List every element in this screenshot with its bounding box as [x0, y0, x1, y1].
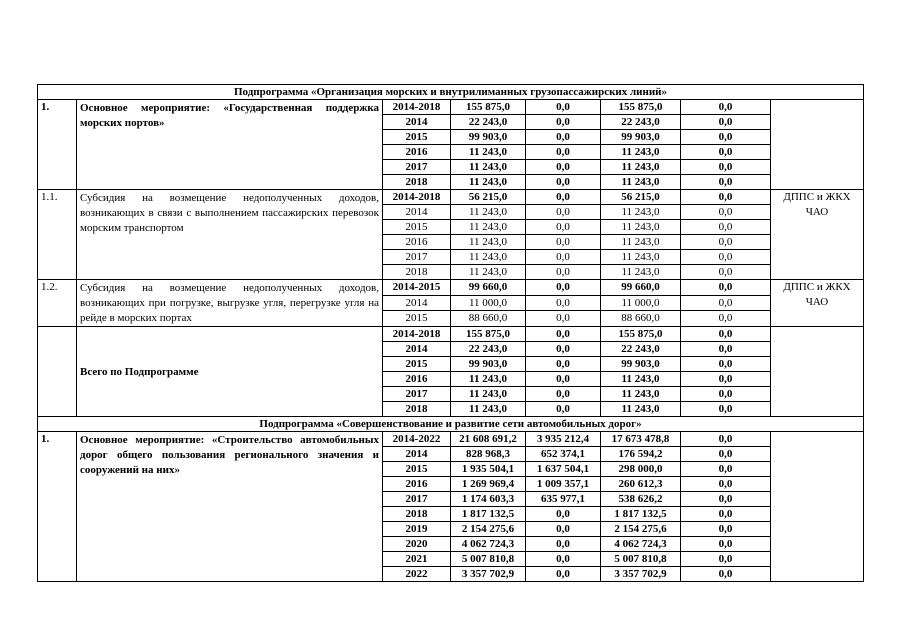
- amount-cell: 22 243,0: [601, 115, 681, 130]
- amount-cell: 1 269 969,4: [451, 477, 526, 492]
- amount-cell: 0,0: [526, 280, 601, 296]
- amount-cell: 155 875,0: [601, 327, 681, 342]
- amount-cell: 538 626,2: [601, 492, 681, 507]
- amount-cell: 22 243,0: [451, 342, 526, 357]
- amount-cell: 11 243,0: [601, 145, 681, 160]
- amount-cell: 0,0: [526, 537, 601, 552]
- subprogram-title: Подпрограмма «Организация морских и внутрилиманных грузопассажирских линий»: [38, 85, 864, 100]
- table-row: [38, 280, 864, 296]
- amount-cell: 0,0: [526, 402, 601, 417]
- amount-cell: 0,0: [681, 130, 771, 145]
- amount-cell: 1 817 132,5: [601, 507, 681, 522]
- amount-cell: 1 817 132,5: [451, 507, 526, 522]
- period-cell: 2014: [383, 295, 451, 311]
- amount-cell: 22 243,0: [601, 342, 681, 357]
- item-number: 1.: [38, 100, 77, 190]
- amount-cell: 0,0: [681, 327, 771, 342]
- period-cell: 2014-2018: [383, 100, 451, 115]
- amount-cell: 3 935 212,4: [526, 432, 601, 447]
- period-cell: 2017: [383, 492, 451, 507]
- item-name: Основное мероприятие: «Государственная поддержка морских портов»: [77, 100, 383, 190]
- executor-cell: ДППС и ЖКХ ЧАО: [771, 190, 864, 280]
- amount-cell: 0,0: [681, 265, 771, 280]
- amount-cell: 0,0: [526, 567, 601, 582]
- amount-cell: 0,0: [526, 160, 601, 175]
- amount-cell: 17 673 478,8: [601, 432, 681, 447]
- period-cell: 2018: [383, 175, 451, 190]
- amount-cell: 0,0: [681, 357, 771, 372]
- amount-cell: 11 243,0: [451, 160, 526, 175]
- amount-cell: 0,0: [526, 175, 601, 190]
- period-cell: 2018: [383, 507, 451, 522]
- amount-cell: 11 243,0: [601, 265, 681, 280]
- amount-cell: 0,0: [681, 447, 771, 462]
- amount-cell: 0,0: [681, 432, 771, 447]
- amount-cell: 88 660,0: [451, 311, 526, 327]
- period-cell: 2016: [383, 235, 451, 250]
- amount-cell: 11 243,0: [601, 250, 681, 265]
- amount-cell: 155 875,0: [451, 327, 526, 342]
- amount-cell: 155 875,0: [451, 100, 526, 115]
- item-number: 1.2.: [38, 280, 77, 327]
- amount-cell: 11 243,0: [451, 145, 526, 160]
- amount-cell: 0,0: [526, 357, 601, 372]
- period-cell: 2017: [383, 250, 451, 265]
- amount-cell: 99 903,0: [451, 357, 526, 372]
- amount-cell: 4 062 724,3: [601, 537, 681, 552]
- amount-cell: 0,0: [681, 235, 771, 250]
- period-cell: 2021: [383, 552, 451, 567]
- amount-cell: 11 243,0: [451, 387, 526, 402]
- amount-cell: 11 000,0: [451, 295, 526, 311]
- amount-cell: 4 062 724,3: [451, 537, 526, 552]
- amount-cell: 0,0: [681, 537, 771, 552]
- item-name: Основное мероприятие: «Строительство автомобильных дорог общего пользования регионального значения и сооружений на них»: [77, 432, 383, 582]
- period-cell: 2018: [383, 402, 451, 417]
- amount-cell: 11 243,0: [601, 205, 681, 220]
- period-cell: 2019: [383, 522, 451, 537]
- period-cell: 2020: [383, 537, 451, 552]
- amount-cell: 21 608 691,2: [451, 432, 526, 447]
- amount-cell: 11 243,0: [451, 220, 526, 235]
- executor-cell: [771, 432, 864, 582]
- amount-cell: 11 243,0: [601, 160, 681, 175]
- amount-cell: 0,0: [526, 522, 601, 537]
- amount-cell: 0,0: [526, 220, 601, 235]
- amount-cell: 11 243,0: [601, 372, 681, 387]
- period-cell: 2016: [383, 372, 451, 387]
- section-header-row: [38, 417, 864, 432]
- period-cell: 2015: [383, 130, 451, 145]
- executor-cell: ДППС и ЖКХ ЧАО: [771, 280, 864, 327]
- amount-cell: 0,0: [681, 115, 771, 130]
- amount-cell: 22 243,0: [451, 115, 526, 130]
- amount-cell: 11 243,0: [451, 235, 526, 250]
- amount-cell: 0,0: [681, 492, 771, 507]
- amount-cell: 0,0: [681, 552, 771, 567]
- amount-cell: 0,0: [681, 522, 771, 537]
- amount-cell: 0,0: [681, 190, 771, 205]
- period-cell: 2014: [383, 115, 451, 130]
- amount-cell: 11 243,0: [451, 372, 526, 387]
- amount-cell: 99 903,0: [601, 130, 681, 145]
- amount-cell: 0,0: [681, 342, 771, 357]
- period-cell: 2014: [383, 205, 451, 220]
- amount-cell: 0,0: [681, 100, 771, 115]
- amount-cell: 635 977,1: [526, 492, 601, 507]
- amount-cell: 0,0: [681, 477, 771, 492]
- amount-cell: 0,0: [526, 295, 601, 311]
- period-cell: 2014-2018: [383, 190, 451, 205]
- executor-cell: [771, 327, 864, 417]
- period-cell: 2014: [383, 447, 451, 462]
- amount-cell: 11 243,0: [601, 175, 681, 190]
- amount-cell: 2 154 275,6: [601, 522, 681, 537]
- amount-cell: 56 215,0: [601, 190, 681, 205]
- period-cell: 2017: [383, 160, 451, 175]
- amount-cell: 99 660,0: [601, 280, 681, 296]
- section-header-row: [38, 85, 864, 100]
- amount-cell: 0,0: [681, 205, 771, 220]
- period-cell: 2014-2022: [383, 432, 451, 447]
- item-name: Субсидия на возмещение недополученных доходов, возникающих при погрузке, выгрузке угля, перегрузке угля на рейде в морских портах: [77, 280, 383, 327]
- amount-cell: 99 660,0: [451, 280, 526, 296]
- amount-cell: 0,0: [526, 265, 601, 280]
- amount-cell: 11 243,0: [451, 250, 526, 265]
- amount-cell: 0,0: [681, 507, 771, 522]
- amount-cell: 3 357 702,9: [451, 567, 526, 582]
- amount-cell: 0,0: [681, 402, 771, 417]
- item-number: 1.: [38, 432, 77, 582]
- budget-table: [37, 84, 864, 582]
- amount-cell: 828 968,3: [451, 447, 526, 462]
- table-row: [38, 100, 864, 115]
- item-name: Всего по Подпрограмме: [77, 327, 383, 417]
- item-number: 1.1.: [38, 190, 77, 280]
- executor-cell: [771, 100, 864, 190]
- amount-cell: 99 903,0: [451, 130, 526, 145]
- amount-cell: 11 243,0: [601, 387, 681, 402]
- amount-cell: 155 875,0: [601, 100, 681, 115]
- amount-cell: 11 243,0: [451, 175, 526, 190]
- amount-cell: 0,0: [681, 387, 771, 402]
- amount-cell: 0,0: [526, 190, 601, 205]
- amount-cell: 0,0: [681, 567, 771, 582]
- amount-cell: 56 215,0: [451, 190, 526, 205]
- amount-cell: 11 243,0: [451, 265, 526, 280]
- amount-cell: 11 000,0: [601, 295, 681, 311]
- amount-cell: 11 243,0: [601, 235, 681, 250]
- amount-cell: 0,0: [526, 235, 601, 250]
- period-cell: 2014: [383, 342, 451, 357]
- amount-cell: 0,0: [681, 372, 771, 387]
- item-name: Субсидия на возмещение недополученных доходов, возникающих в связи с выполнением пассажирских перевозок морским транспортом: [77, 190, 383, 280]
- amount-cell: 652 374,1: [526, 447, 601, 462]
- amount-cell: 0,0: [681, 280, 771, 296]
- amount-cell: 0,0: [681, 175, 771, 190]
- amount-cell: 11 243,0: [601, 220, 681, 235]
- amount-cell: 5 007 810,8: [451, 552, 526, 567]
- amount-cell: 298 000,0: [601, 462, 681, 477]
- period-cell: 2016: [383, 145, 451, 160]
- amount-cell: 0,0: [681, 145, 771, 160]
- amount-cell: 11 243,0: [451, 402, 526, 417]
- period-cell: 2014-2015: [383, 280, 451, 296]
- period-cell: 2022: [383, 567, 451, 582]
- amount-cell: 11 243,0: [451, 205, 526, 220]
- amount-cell: 176 594,2: [601, 447, 681, 462]
- amount-cell: 0,0: [526, 342, 601, 357]
- period-cell: 2015: [383, 462, 451, 477]
- amount-cell: 0,0: [681, 220, 771, 235]
- period-cell: 2017: [383, 387, 451, 402]
- table-row: [38, 327, 864, 342]
- amount-cell: 0,0: [526, 100, 601, 115]
- amount-cell: 0,0: [526, 327, 601, 342]
- amount-cell: 0,0: [526, 372, 601, 387]
- table-row: [38, 190, 864, 205]
- amount-cell: 0,0: [526, 507, 601, 522]
- amount-cell: 0,0: [526, 311, 601, 327]
- period-cell: 2018: [383, 265, 451, 280]
- amount-cell: 0,0: [526, 552, 601, 567]
- amount-cell: 260 612,3: [601, 477, 681, 492]
- amount-cell: 3 357 702,9: [601, 567, 681, 582]
- amount-cell: 0,0: [526, 387, 601, 402]
- amount-cell: 0,0: [526, 130, 601, 145]
- subprogram-title: Подпрограмма «Совершенствование и развитие сети автомобильных дорог»: [38, 417, 864, 432]
- amount-cell: 0,0: [526, 250, 601, 265]
- amount-cell: 0,0: [526, 145, 601, 160]
- amount-cell: 0,0: [681, 160, 771, 175]
- period-cell: 2015: [383, 311, 451, 327]
- period-cell: 2016: [383, 477, 451, 492]
- amount-cell: 0,0: [681, 250, 771, 265]
- period-cell: 2015: [383, 357, 451, 372]
- amount-cell: 0,0: [526, 115, 601, 130]
- period-cell: 2014-2018: [383, 327, 451, 342]
- amount-cell: 1 174 603,3: [451, 492, 526, 507]
- amount-cell: 1 009 357,1: [526, 477, 601, 492]
- amount-cell: 88 660,0: [601, 311, 681, 327]
- amount-cell: 0,0: [681, 295, 771, 311]
- amount-cell: 0,0: [526, 205, 601, 220]
- table-row: [38, 432, 864, 447]
- item-number: [38, 327, 77, 417]
- period-cell: 2015: [383, 220, 451, 235]
- amount-cell: 1 637 504,1: [526, 462, 601, 477]
- amount-cell: 5 007 810,8: [601, 552, 681, 567]
- amount-cell: 11 243,0: [601, 402, 681, 417]
- amount-cell: 0,0: [681, 462, 771, 477]
- amount-cell: 0,0: [681, 311, 771, 327]
- amount-cell: 99 903,0: [601, 357, 681, 372]
- amount-cell: 1 935 504,1: [451, 462, 526, 477]
- amount-cell: 2 154 275,6: [451, 522, 526, 537]
